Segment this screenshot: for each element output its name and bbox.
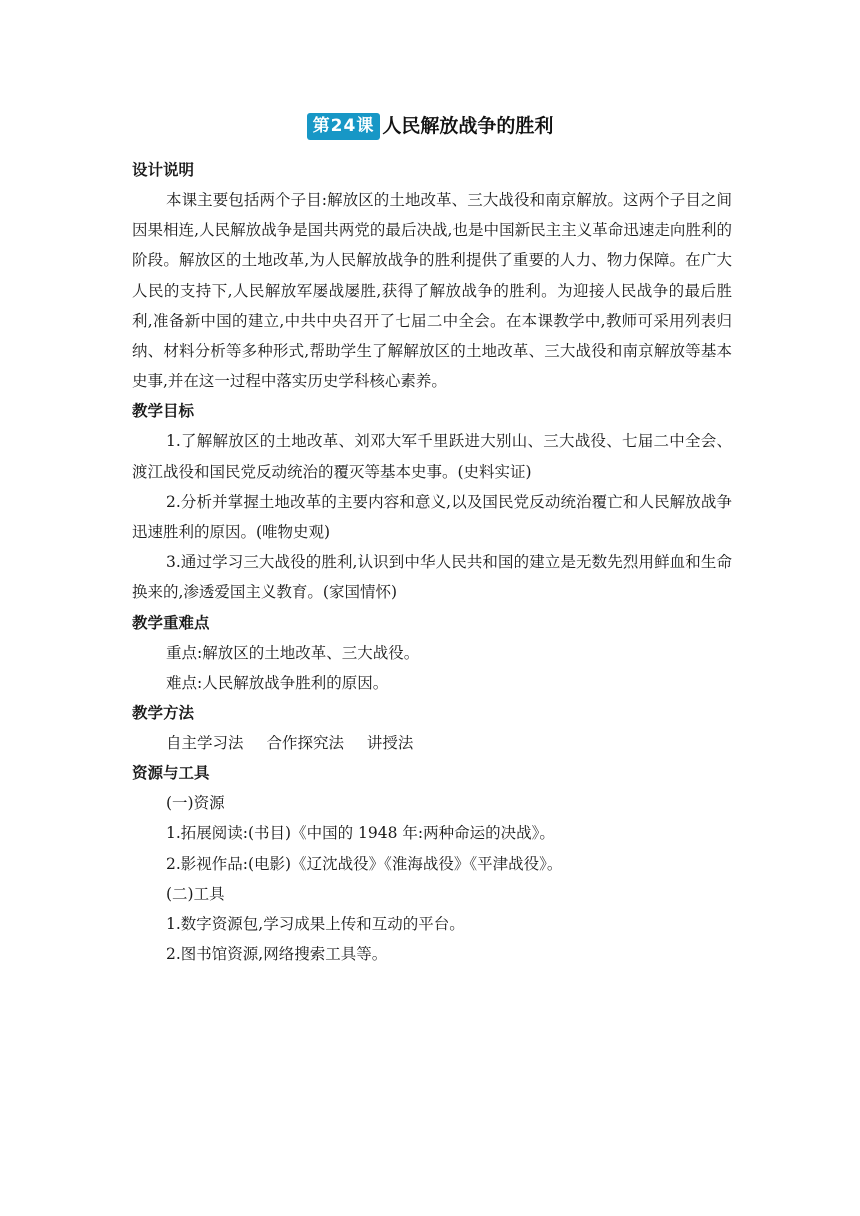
section-heading-methods: 教学方法: [132, 704, 195, 723]
lesson-title-row: [0, 110, 860, 142]
resources-subheading: (一)资源: [166, 794, 225, 813]
tools-subheading: (二)工具: [166, 884, 225, 903]
difficult-point: 难点:人民解放战争胜利的原因。: [166, 673, 389, 692]
document-body: [132, 155, 732, 969]
lesson-title: 人民解放战争的胜利: [382, 115, 554, 137]
key-point: 重点:解放区的土地改革、三大战役。: [166, 643, 420, 662]
method-item: 合作探究法: [266, 734, 344, 753]
resource-item-2: 2.影视作品:(电影)《辽沈战役》《淮海战役》《平津战役》。: [166, 854, 563, 873]
lesson-number-badge: 第24课: [307, 113, 381, 140]
goal-item-2: 2.分析并掌握土地改革的主要内容和意义,以及国民党反动统治覆亡和人民解放战争迅速胜利的原因。(唯物史观): [132, 492, 732, 542]
design-paragraph: 本课主要包括两个子目:解放区的土地改革、三大战役和南京解放。这两个子目之间因果相连,人民解放战争是国共两党的最后决战,也是中国新民主主义革命迅速走向胜利的阶段。解放区的土地改革,为人民解放战争的胜利提供了重要的人力、物力保障。在广大人民的支持下,人民解放军屡战屡胜,获得了解放战争的胜利。为迎接人民战争的最后胜利,准备新中国的建立,中共中央召开了七届二中全会。在本课教学中,教师可采用列表归纳、材料分析等多种形式,帮助学生了解解放区的土地改革、三大战役和南京解放等基本史事,并在这一过程中落实历史学科核心素养。: [132, 191, 732, 391]
section-heading-design: 设计说明: [132, 161, 195, 179]
section-heading-key-points: 教学重难点: [132, 613, 210, 632]
goal-item-1: 1.了解解放区的土地改革、刘邓大军千里跃进大别山、三大战役、七届二中全会、渡江战役和国民党反动统治的覆灭等基本史事。(史料实证): [132, 432, 732, 481]
section-heading-resources: 资源与工具: [132, 764, 210, 783]
method-item: 讲授法: [366, 734, 414, 753]
goal-item-3: 3.通过学习三大战役的胜利,认识到中华人民共和国的建立是无数先烈用鲜血和生命换来的,渗透爱国主义教育。(家国情怀): [132, 553, 732, 602]
method-item: 自主学习法: [166, 734, 244, 753]
tool-item-2: 2.图书馆资源,网络搜索工具等。: [166, 945, 388, 964]
resource-item-1: 1.拓展阅读:(书目)《中国的 1948 年:两种命运的决战》。: [166, 824, 555, 843]
section-heading-goals: 教学目标: [132, 402, 195, 421]
tool-item-1: 1.数字资源包,学习成果上传和互动的平台。: [166, 915, 465, 934]
methods-list: [132, 728, 732, 758]
